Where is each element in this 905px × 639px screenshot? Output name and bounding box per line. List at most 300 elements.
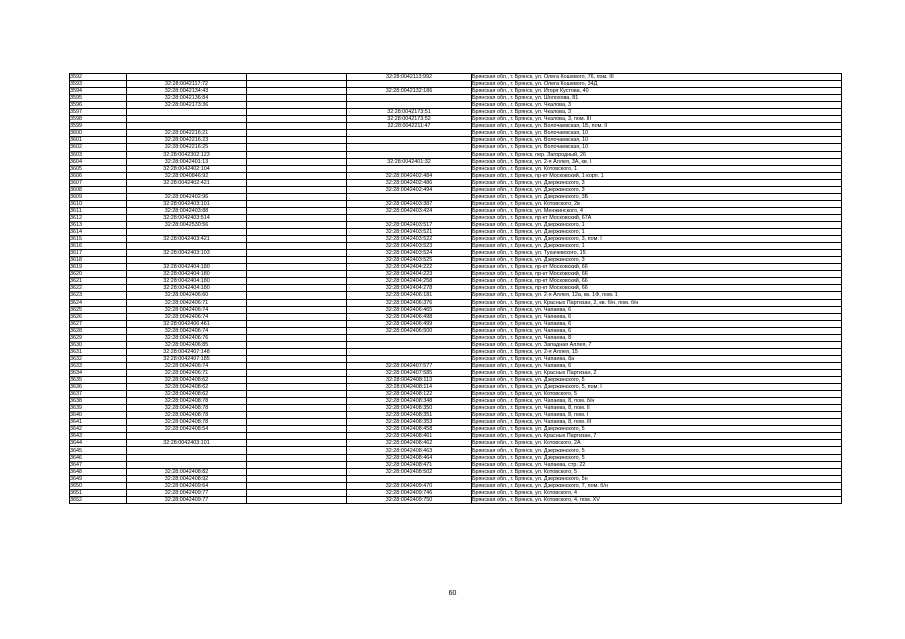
address-cell: Брянская обл., г. Брянск, ул. Менжинского, 4 xyxy=(472,207,842,214)
empty-cell xyxy=(247,398,347,405)
address-cell: Брянская обл., г. Брянск, ул. Дзержинского, 7, пом. б/н xyxy=(472,482,842,489)
cadastral-number-cell: 32:28:0042136:84 xyxy=(127,95,247,102)
linked-cadastral-number-cell: 32:28:0042408:350 xyxy=(347,405,472,412)
linked-cadastral-number-cell xyxy=(347,341,472,348)
address-cell: Брянская обл., г. Брянск, ул. Дзержинского, 3, пом. I xyxy=(472,236,842,243)
empty-cell xyxy=(247,200,347,207)
cadastral-number-cell: 32:28:0042216:21 xyxy=(127,130,247,137)
cadastral-number-cell: 32:28:0042530:56 xyxy=(127,221,247,228)
linked-cadastral-number-cell: 32:28:0042403:525 xyxy=(347,257,472,264)
empty-cell xyxy=(247,109,347,116)
linked-cadastral-number-cell: 32:28:0042402:486 xyxy=(347,179,472,186)
cadastral-number-cell: 32:28:0042403:88 xyxy=(127,207,247,214)
table-row xyxy=(70,285,842,292)
empty-cell xyxy=(247,264,347,271)
row-number-cell: 3617 xyxy=(70,250,127,257)
address-cell: Брянская обл., г. Брянск, ул. Дзержинского, 5 xyxy=(472,454,842,461)
row-number-cell: 3613 xyxy=(70,221,127,228)
cadastral-number-cell: 32:28:0040846:92 xyxy=(127,172,247,179)
linked-cadastral-number-cell: 32:28:0042406:181 xyxy=(347,292,472,299)
linked-cadastral-number-cell: 32:28:0042173:51 xyxy=(347,109,472,116)
row-number-cell: 3647 xyxy=(70,461,127,468)
empty-cell xyxy=(247,144,347,151)
address-cell: Брянская обл., г. Брянск, ул. Дзержинского, 5, пом. I xyxy=(472,384,842,391)
address-cell: Брянская обл., г. Брянск, пер. Загородный, 26 xyxy=(472,151,842,158)
address-cell: Брянская обл., г. Брянск, ул. Красных Партизан, 7 xyxy=(472,433,842,440)
table-row xyxy=(70,165,842,172)
row-number-cell: 3599 xyxy=(70,123,127,130)
empty-cell xyxy=(247,327,347,334)
empty-cell xyxy=(247,348,347,355)
cadastral-number-cell: 32:28:0042406:74 xyxy=(127,306,247,313)
address-cell: Брянская обл., г. Брянск, ул. Олега Кошевого, 76, пом. III xyxy=(472,74,842,81)
address-cell: Брянская обл., г. Брянск, ул. Чкалова, 3 xyxy=(472,109,842,116)
linked-cadastral-number-cell: 32:28:0042408:458 xyxy=(347,426,472,433)
table-row xyxy=(70,229,842,236)
cadastral-number-cell: 32:28:0042403:101 xyxy=(127,440,247,447)
table-row xyxy=(70,475,842,482)
cadastral-number-cell: 32:28:0042409:64 xyxy=(127,482,247,489)
row-number-cell: 3611 xyxy=(70,207,127,214)
cadastral-number-cell: 32:28:0042406:461 xyxy=(127,320,247,327)
table-row xyxy=(70,186,842,193)
empty-cell xyxy=(247,369,347,376)
linked-cadastral-number-cell: 32:28:0042403:522 xyxy=(347,236,472,243)
cadastral-number-cell: 32:28:0042404:180 xyxy=(127,285,247,292)
row-number-cell: 3602 xyxy=(70,144,127,151)
row-number-cell: 3639 xyxy=(70,405,127,412)
linked-cadastral-number-cell xyxy=(347,102,472,109)
cadastral-number-cell: 32:28:0042406:85 xyxy=(127,341,247,348)
row-number-cell: 3632 xyxy=(70,355,127,362)
cadastral-number-cell: 32:28:0042403:421 xyxy=(127,236,247,243)
table-row xyxy=(70,130,842,137)
row-number-cell: 3619 xyxy=(70,264,127,271)
empty-cell xyxy=(247,306,347,313)
cadastral-number-cell: 32:28:0042406:74 xyxy=(127,327,247,334)
linked-cadastral-number-cell: 32:28:0042211:47 xyxy=(347,123,472,130)
row-number-cell: 3635 xyxy=(70,377,127,384)
linked-cadastral-number-cell: 32:28:0042406:500 xyxy=(347,327,472,334)
address-cell: Брянская обл., г. Брянск, ул. Шолохова, 81 xyxy=(472,95,842,102)
address-cell: Брянская обл., г. Брянск, ул. Чапаева, 8, пом. б/н xyxy=(472,398,842,405)
table-row xyxy=(70,271,842,278)
address-cell: Брянская обл., г. Брянск, пр-кт Московский, 66 xyxy=(472,271,842,278)
linked-cadastral-number-cell xyxy=(347,137,472,144)
table-row xyxy=(70,278,842,285)
table-row xyxy=(70,292,842,299)
linked-cadastral-number-cell: 32:28:0042403:524 xyxy=(347,250,472,257)
table-row xyxy=(70,236,842,243)
empty-cell xyxy=(247,81,347,88)
address-cell: Брянская обл., г. Брянск, ул. Котовского, 4 xyxy=(472,489,842,496)
cadastral-number-cell xyxy=(127,433,247,440)
empty-cell xyxy=(247,489,347,496)
empty-cell xyxy=(247,179,347,186)
address-cell: Брянская обл., г. Брянск, ул. Волочаевская, 10 xyxy=(472,137,842,144)
cadastral-number-cell xyxy=(127,109,247,116)
row-number-cell: 3626 xyxy=(70,313,127,320)
cadastral-number-cell: 32:28:0042406:74 xyxy=(127,313,247,320)
empty-cell xyxy=(247,229,347,236)
property-registry-table xyxy=(69,73,842,504)
empty-cell xyxy=(247,496,347,503)
linked-cadastral-number-cell: 32:28:0042404:278 xyxy=(347,285,472,292)
address-cell: Брянская обл., г. Брянск, ул. Чапаева, 8, пом. III xyxy=(472,419,842,426)
row-number-cell: 3621 xyxy=(70,278,127,285)
linked-cadastral-number-cell: 32:28:0042409:470 xyxy=(347,482,472,489)
address-cell: Брянская обл., г. Брянск, ул. Дзержинского, 5 xyxy=(472,426,842,433)
linked-cadastral-number-cell: 32:28:0042407:577 xyxy=(347,362,472,369)
row-number-cell: 3649 xyxy=(70,475,127,482)
empty-cell xyxy=(247,88,347,95)
empty-cell xyxy=(247,193,347,200)
cadastral-number-cell: 32:28:0042408:92 xyxy=(127,475,247,482)
cadastral-number-cell: 32:28:0042408:78 xyxy=(127,419,247,426)
address-cell: Брянская обл., г. Брянск, ул. Чапаева, 6 xyxy=(472,362,842,369)
table-row xyxy=(70,334,842,341)
row-number-cell: 3642 xyxy=(70,426,127,433)
cadastral-number-cell: 32:28:0042406:71 xyxy=(127,369,247,376)
cadastral-number-cell xyxy=(127,461,247,468)
table-row xyxy=(70,214,842,221)
empty-cell xyxy=(247,433,347,440)
empty-cell xyxy=(247,334,347,341)
empty-cell xyxy=(247,207,347,214)
address-cell: Брянская обл., г. Брянск, ул. 2-я Аллея, 3А, кв. I xyxy=(472,158,842,165)
linked-cadastral-number-cell: 32:28:0042173:52 xyxy=(347,116,472,123)
table-row xyxy=(70,341,842,348)
row-number-cell: 3648 xyxy=(70,468,127,475)
row-number-cell: 3629 xyxy=(70,334,127,341)
address-cell: Брянская обл., г. Брянск, ул. Олега Кошевого, 34Д xyxy=(472,81,842,88)
row-number-cell: 3594 xyxy=(70,88,127,95)
address-cell: Брянская обл., г. Брянск, ул. Дзержинского, 1 xyxy=(472,229,842,236)
linked-cadastral-number-cell: 32:28:0042409:750 xyxy=(347,496,472,503)
linked-cadastral-number-cell xyxy=(347,193,472,200)
empty-cell xyxy=(247,355,347,362)
linked-cadastral-number-cell: 32:28:0042408:471 xyxy=(347,461,472,468)
table-row xyxy=(70,221,842,228)
row-number-cell: 3614 xyxy=(70,229,127,236)
address-cell: Брянская обл., г. Брянск, ул. Дзержинского, 5 xyxy=(472,447,842,454)
table-row xyxy=(70,102,842,109)
registry-table-body xyxy=(70,74,842,504)
linked-cadastral-number-cell: 32:28:0042403:517 xyxy=(347,221,472,228)
cadastral-number-cell xyxy=(127,116,247,123)
cadastral-number-cell: 32:28:0042407:185 xyxy=(127,355,247,362)
linked-cadastral-number-cell: 32:28:0042404:223 xyxy=(347,271,472,278)
linked-cadastral-number-cell xyxy=(347,144,472,151)
table-row xyxy=(70,207,842,214)
table-row xyxy=(70,426,842,433)
empty-cell xyxy=(247,74,347,81)
empty-cell xyxy=(247,158,347,165)
cadastral-number-cell xyxy=(127,74,247,81)
table-row xyxy=(70,447,842,454)
linked-cadastral-number-cell: 32:28:0042408:461 xyxy=(347,433,472,440)
linked-cadastral-number-cell: 32:28:0042406:498 xyxy=(347,313,472,320)
address-cell: Брянская обл., г. Брянск, ул. Чапаева, 6 xyxy=(472,320,842,327)
cadastral-number-cell: 32:28:0042408:78 xyxy=(127,412,247,419)
address-cell: Брянская обл., г. Брянск, ул. Дзержинского, 5н xyxy=(472,475,842,482)
address-cell: Брянская обл., г. Брянск, ул. Тухачевского, 15 xyxy=(472,250,842,257)
linked-cadastral-number-cell: 32:28:0042404:222 xyxy=(347,264,472,271)
empty-cell xyxy=(247,214,347,221)
table-row xyxy=(70,88,842,95)
cadastral-number-cell: 32:28:0042403:103 xyxy=(127,250,247,257)
row-number-cell: 3643 xyxy=(70,433,127,440)
cadastral-number-cell: 32:28:0042408:78 xyxy=(127,398,247,405)
page-number: 60 xyxy=(448,590,457,597)
table-row xyxy=(70,482,842,489)
linked-cadastral-number-cell: 32:28:0042408:462 xyxy=(347,440,472,447)
cadastral-number-cell: 32:28:0042406:76 xyxy=(127,334,247,341)
table-row xyxy=(70,391,842,398)
linked-cadastral-number-cell: 32:28:0042408:502 xyxy=(347,468,472,475)
linked-cadastral-number-cell: 32:28:0042408:464 xyxy=(347,454,472,461)
address-cell: Брянская обл., г. Брянск, ул. Котовского, 4, пом. XV xyxy=(472,496,842,503)
row-number-cell: 3616 xyxy=(70,243,127,250)
empty-cell xyxy=(247,172,347,179)
linked-cadastral-number-cell xyxy=(347,355,472,362)
empty-cell xyxy=(247,299,347,306)
linked-cadastral-number-cell xyxy=(347,165,472,172)
row-number-cell: 3634 xyxy=(70,369,127,376)
linked-cadastral-number-cell: 32:28:0042408:348 xyxy=(347,398,472,405)
linked-cadastral-number-cell: 32:28:0042408:463 xyxy=(347,447,472,454)
row-number-cell: 3618 xyxy=(70,257,127,264)
cadastral-number-cell xyxy=(127,454,247,461)
cadastral-number-cell: 32:28:0042402:96 xyxy=(127,193,247,200)
row-number-cell: 3640 xyxy=(70,412,127,419)
table-row xyxy=(70,405,842,412)
address-cell: Брянская обл., г. Брянск, ул. Котовского, 5 xyxy=(472,391,842,398)
empty-cell xyxy=(247,292,347,299)
linked-cadastral-number-cell: 32:28:0042403:523 xyxy=(347,243,472,250)
cadastral-number-cell: 32:28:0042117:72 xyxy=(127,81,247,88)
address-cell: Брянская обл., г. Брянск, пр-кт Московский, 66 xyxy=(472,278,842,285)
row-number-cell: 3595 xyxy=(70,95,127,102)
row-number-cell: 3636 xyxy=(70,384,127,391)
empty-cell xyxy=(247,341,347,348)
row-number-cell: 3603 xyxy=(70,151,127,158)
table-row xyxy=(70,327,842,334)
linked-cadastral-number-cell xyxy=(347,475,472,482)
cadastral-number-cell xyxy=(127,229,247,236)
row-number-cell: 3606 xyxy=(70,172,127,179)
empty-cell xyxy=(247,123,347,130)
address-cell: Брянская обл., г. Брянск, ул. Чкалова, 3, пом. III xyxy=(472,116,842,123)
table-row xyxy=(70,454,842,461)
row-number-cell: 3628 xyxy=(70,327,127,334)
row-number-cell: 3624 xyxy=(70,299,127,306)
row-number-cell: 3600 xyxy=(70,130,127,137)
cadastral-number-cell xyxy=(127,447,247,454)
row-number-cell: 3651 xyxy=(70,489,127,496)
row-number-cell: 3633 xyxy=(70,362,127,369)
empty-cell xyxy=(247,362,347,369)
table-row xyxy=(70,250,842,257)
table-row xyxy=(70,74,842,81)
cadastral-number-cell: 32:28:0042216:23 xyxy=(127,137,247,144)
cadastral-number-cell: 32:28:0042404:180 xyxy=(127,271,247,278)
table-row xyxy=(70,313,842,320)
table-row xyxy=(70,81,842,88)
cadastral-number-cell: 32:28:0042409:77 xyxy=(127,496,247,503)
linked-cadastral-number-cell xyxy=(347,151,472,158)
row-number-cell: 3596 xyxy=(70,102,127,109)
row-number-cell: 3597 xyxy=(70,109,127,116)
table-row xyxy=(70,384,842,391)
linked-cadastral-number-cell xyxy=(347,81,472,88)
cadastral-number-cell: 32:28:0042403:101 xyxy=(127,200,247,207)
address-cell: Брянская обл., г. Брянск, пр-кт Московский, 1 корп. 1 xyxy=(472,172,842,179)
address-cell: Брянская обл., г. Брянск, ул. Чапаева, 8, пом. II xyxy=(472,405,842,412)
empty-cell xyxy=(247,468,347,475)
empty-cell xyxy=(247,461,347,468)
table-row xyxy=(70,433,842,440)
empty-cell xyxy=(247,412,347,419)
cadastral-number-cell: 32:28:0042408:62 xyxy=(127,391,247,398)
address-cell: Брянская обл., г. Брянск, пр-кт Московский, 66 xyxy=(472,285,842,292)
address-cell: Брянская обл., г. Брянск, ул. Чкалова, 3 xyxy=(472,102,842,109)
cadastral-number-cell: 32:28:0042403:514 xyxy=(127,214,247,221)
empty-cell xyxy=(247,151,347,158)
table-row xyxy=(70,348,842,355)
address-cell: Брянская обл., г. Брянск, ул. Чапаева, 8 xyxy=(472,334,842,341)
linked-cadastral-number-cell: 32:28:0042408:113 xyxy=(347,377,472,384)
cadastral-number-cell: 32:28:0042216:25 xyxy=(127,144,247,151)
table-row xyxy=(70,116,842,123)
table-row xyxy=(70,299,842,306)
table-row xyxy=(70,320,842,327)
address-cell: Брянская обл., г. Брянск, ул. Дзержинского, 3 xyxy=(472,179,842,186)
table-row xyxy=(70,412,842,419)
row-number-cell: 3625 xyxy=(70,306,127,313)
row-number-cell: 3604 xyxy=(70,158,127,165)
empty-cell xyxy=(247,313,347,320)
linked-cadastral-number-cell: 32:28:0042403:424 xyxy=(347,207,472,214)
row-number-cell: 3601 xyxy=(70,137,127,144)
table-row xyxy=(70,243,842,250)
table-row xyxy=(70,193,842,200)
row-number-cell: 3620 xyxy=(70,271,127,278)
address-cell: Брянская обл., г. Брянск, ул. Дзержинского, 1 xyxy=(472,243,842,250)
empty-cell xyxy=(247,95,347,102)
row-number-cell: 3605 xyxy=(70,165,127,172)
table-row xyxy=(70,461,842,468)
linked-cadastral-number-cell: 32:28:0042408:353 xyxy=(347,419,472,426)
table-row xyxy=(70,109,842,116)
empty-cell xyxy=(247,426,347,433)
empty-cell xyxy=(247,454,347,461)
cadastral-number-cell: 32:28:0042402:421 xyxy=(127,179,247,186)
address-cell: Брянская обл., г. Брянск, ул. Дзержинского, 1 xyxy=(472,221,842,228)
address-cell: Брянская обл., г. Брянск, ул. Дзержинского, 5 xyxy=(472,377,842,384)
row-number-cell: 3650 xyxy=(70,482,127,489)
address-cell: Брянская обл., г. Брянск, ул. Дзержинского, 3Б xyxy=(472,193,842,200)
linked-cadastral-number-cell: 32:28:0042408:351 xyxy=(347,412,472,419)
cadastral-number-cell: 32:28:0042134:43 xyxy=(127,88,247,95)
address-cell: Брянская обл., г. Брянск, ул. Дзержинского, 3 xyxy=(472,257,842,264)
table-row xyxy=(70,123,842,130)
linked-cadastral-number-cell xyxy=(347,348,472,355)
row-number-cell: 3609 xyxy=(70,193,127,200)
table-row xyxy=(70,200,842,207)
row-number-cell: 3627 xyxy=(70,320,127,327)
row-number-cell: 3637 xyxy=(70,391,127,398)
address-cell: Брянская обл., г. Брянск, ул. Котовского, 5 xyxy=(472,468,842,475)
empty-cell xyxy=(247,405,347,412)
row-number-cell: 3615 xyxy=(70,236,127,243)
empty-cell xyxy=(247,419,347,426)
empty-cell xyxy=(247,384,347,391)
table-row xyxy=(70,496,842,503)
empty-cell xyxy=(247,482,347,489)
address-cell: Брянская обл., г. Брянск, ул. Волочаевская, 10 xyxy=(472,130,842,137)
linked-cadastral-number-cell: 32:28:0042406:376 xyxy=(347,299,472,306)
empty-cell xyxy=(247,250,347,257)
table-row xyxy=(70,362,842,369)
cadastral-number-cell: 32:28:0042408:62 xyxy=(127,377,247,384)
table-row xyxy=(70,137,842,144)
row-number-cell: 3645 xyxy=(70,447,127,454)
cadastral-number-cell: 32:28:0042173:36 xyxy=(127,102,247,109)
address-cell: Брянская обл., г. Брянск, ул. 2-я Аллея, 12а, кв. 1Ф, пом. 1 xyxy=(472,292,842,299)
address-cell: Брянская обл., г. Брянск, ул. Чапаева, стр. 22 xyxy=(472,461,842,468)
cadastral-number-cell: 32:28:0042408:62 xyxy=(127,384,247,391)
linked-cadastral-number-cell: 32:28:0042409:746 xyxy=(347,489,472,496)
address-cell: Брянская обл., г. Брянск, ул. Чапаева, 6 xyxy=(472,313,842,320)
address-cell: Брянская обл., г. Брянск, ул. Чапаева, 6 xyxy=(472,327,842,334)
address-cell: Брянская обл., г. Брянск, ул. Игоря Кустова, 40 xyxy=(472,88,842,95)
cadastral-number-cell: 32:28:0042404:180 xyxy=(127,278,247,285)
linked-cadastral-number-cell: 32:28:0042402:484 xyxy=(347,172,472,179)
address-cell: Брянская обл., г. Брянск, ул. Красных Партизан, 2, кв. б/н, пом. б/н xyxy=(472,299,842,306)
address-cell: Брянская обл., г. Брянск, ул. Котовского, 2А xyxy=(472,440,842,447)
linked-cadastral-number-cell: 32:28:0042113:992 xyxy=(347,74,472,81)
row-number-cell: 3644 xyxy=(70,440,127,447)
empty-cell xyxy=(247,102,347,109)
address-cell: Брянская обл., г. Брянск, ул. Волочаевская, 1Б, пом. II xyxy=(472,123,842,130)
table-row xyxy=(70,264,842,271)
linked-cadastral-number-cell xyxy=(347,334,472,341)
cadastral-number-cell: 32:28:0042408:78 xyxy=(127,405,247,412)
cadastral-number-cell: 32:28:0042406:60 xyxy=(127,292,247,299)
cadastral-number-cell xyxy=(127,257,247,264)
linked-cadastral-number-cell: 32:28:0042408:114 xyxy=(347,384,472,391)
linked-cadastral-number-cell xyxy=(347,130,472,137)
row-number-cell: 3612 xyxy=(70,214,127,221)
address-cell: Брянская обл., г. Брянск, ул. Котовского, 1 xyxy=(472,165,842,172)
row-number-cell: 3646 xyxy=(70,454,127,461)
address-cell: Брянская обл., г. Брянск, ул. Чапаева, 6 xyxy=(472,306,842,313)
cadastral-number-cell: 32:28:0042408:54 xyxy=(127,426,247,433)
linked-cadastral-number-cell: 32:28:0042408:122 xyxy=(347,391,472,398)
table-row xyxy=(70,172,842,179)
row-number-cell: 3641 xyxy=(70,419,127,426)
table-row xyxy=(70,468,842,475)
address-cell: Брянская обл., г. Брянск, ул. 2-я Аллея, 15 xyxy=(472,348,842,355)
table-row xyxy=(70,257,842,264)
row-number-cell: 3638 xyxy=(70,398,127,405)
table-row xyxy=(70,355,842,362)
table-row xyxy=(70,144,842,151)
empty-cell xyxy=(247,130,347,137)
empty-cell xyxy=(247,137,347,144)
row-number-cell: 3631 xyxy=(70,348,127,355)
